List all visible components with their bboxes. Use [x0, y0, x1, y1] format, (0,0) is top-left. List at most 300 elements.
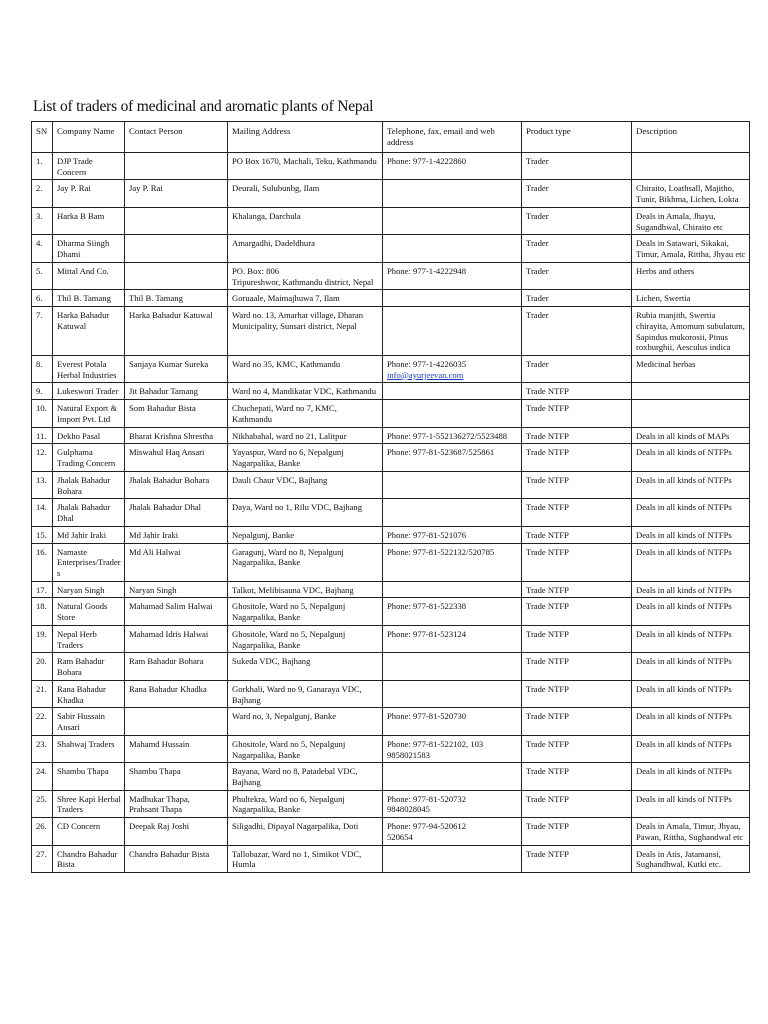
contact-person-text: Mahamd Hussain [129, 738, 190, 749]
contact-person-cell [125, 845, 228, 872]
product-type-text: Trade NTFP [526, 848, 569, 859]
product-type-cell [522, 207, 632, 234]
contact-person-cell [125, 526, 228, 543]
email-link[interactable]: info@ayurjeevan.com [387, 369, 464, 380]
contact-person-cell [125, 307, 228, 356]
sn-cell [32, 355, 53, 382]
header-product-type: Product type [522, 122, 632, 153]
product-type-text: Trade NTFP [526, 766, 569, 777]
sn-cell [32, 708, 53, 735]
company-name-cell [53, 427, 125, 444]
company-name-text: Shambu Thapa [57, 766, 109, 777]
table-row [32, 845, 750, 872]
sn-text: 26. [36, 821, 47, 832]
contact-person-cell [125, 653, 228, 680]
sn-text: 20. [36, 656, 47, 667]
contact-person-text: Deepak Raj Joshi [129, 821, 190, 832]
mailing-address-cell [228, 680, 383, 707]
mailing-address-cell [228, 763, 383, 790]
contact-person-text: Bharat Krishna Shrestha [129, 430, 214, 441]
product-type-text: Trade NTFP [526, 430, 569, 441]
description-text: Chiraito, Loathsall, Majitho, Tunir, Bikhma, Lichen, Lokta [636, 183, 739, 205]
contact-person-cell [125, 383, 228, 400]
description-cell [632, 680, 750, 707]
description-text: Deals in all kinds of NTFPs [636, 529, 732, 540]
company-name-text: Ram Bahadur Bohara [57, 656, 105, 678]
table-row [32, 543, 750, 581]
description-cell [632, 708, 750, 735]
mailing-address-cell [228, 735, 383, 762]
description-text: Deals in Atis, Jatamansi, Sughandhwal, Kutki etc. [636, 848, 721, 870]
mailing-address-text: Ward no 35, KMC, Kathmandu [232, 358, 341, 369]
company-name-cell [53, 262, 125, 289]
product-type-text: Trade NTFP [526, 584, 569, 595]
table-header-row [32, 122, 750, 153]
mailing-address-cell [228, 152, 383, 179]
product-type-cell [522, 735, 632, 762]
telephone-cell [383, 427, 522, 444]
company-name-cell [53, 383, 125, 400]
telephone-cell [383, 653, 522, 680]
mailing-address-text: Yayaspur, Ward no 6, Nepalgunj Nagarpalika, Banke [232, 447, 344, 469]
mailing-address-text: Talkot, Melibisauna VDC, Bajhang [232, 584, 354, 595]
mailing-address-text: Garagunj, Ward no 8, Nepalgunj Nagarpalika, Banke [232, 546, 344, 568]
telephone-cell [383, 526, 522, 543]
sn-text: 27. [36, 848, 47, 859]
description-text: Deals in all kinds of NTFPs [636, 447, 732, 458]
telephone-cell [383, 383, 522, 400]
description-text: Deals in Satawari, Sikakai, Timur, Amala, Rittha, Jhyau etc [636, 238, 746, 260]
mailing-address-text: Ward no. 13, Amarhat village, Dharan Municipality, Sunsari district, Nepal [232, 310, 364, 331]
product-type-cell [522, 598, 632, 625]
product-type-cell [522, 262, 632, 289]
description-text: Deals in all kinds of NTFPs [636, 738, 732, 749]
telephone-text: Phone: 977-81-523124 [387, 628, 467, 639]
table-row [32, 307, 750, 356]
contact-person-cell [125, 499, 228, 526]
table-row [32, 383, 750, 400]
company-name-cell [53, 180, 125, 207]
mailing-address-cell [228, 581, 383, 598]
table-row [32, 180, 750, 207]
sn-text: 8. [36, 358, 43, 369]
company-name-text: DJP Trade Concern [57, 155, 93, 177]
description-cell [632, 845, 750, 872]
product-type-cell [522, 625, 632, 652]
product-type-cell [522, 653, 632, 680]
company-name-text: Everest Potala Herbal Industries [57, 358, 117, 380]
contact-person-cell [125, 818, 228, 845]
mailing-address-text: Dauli Chaur VDC, Bajhang [232, 474, 328, 485]
product-type-text: Trade NTFP [526, 403, 569, 414]
table-row [32, 235, 750, 262]
table-row [32, 355, 750, 382]
company-name-text: Md Jahir Iraki [57, 529, 107, 540]
telephone-cell [383, 581, 522, 598]
traders-table [31, 121, 750, 873]
company-name-text: Naryan Singh [57, 584, 105, 595]
product-type-text: Trader [526, 155, 549, 166]
product-type-cell [522, 818, 632, 845]
telephone-cell [383, 763, 522, 790]
contact-person-text: Som Bahadur Bista [129, 403, 196, 414]
mailing-address-text: Goruaale, Maimajhuwa 7, Ilam [232, 293, 340, 304]
product-type-cell [522, 427, 632, 444]
company-name-cell [53, 845, 125, 872]
description-cell [632, 307, 750, 356]
contact-person-text: Jhalak Bahadur Bohara [129, 474, 210, 485]
product-type-cell [522, 290, 632, 307]
sn-cell [32, 262, 53, 289]
sn-cell [32, 845, 53, 872]
product-type-cell [522, 400, 632, 427]
description-cell [632, 152, 750, 179]
description-text: Deals in all kinds of NTFPs [636, 474, 732, 485]
company-name-cell [53, 152, 125, 179]
mailing-address-text: Sukeda VDC, Bajhang [232, 656, 311, 667]
telephone-cell [383, 235, 522, 262]
contact-person-text: Md Ali Halwai [129, 546, 181, 557]
sn-text: 22. [36, 711, 47, 722]
table-row [32, 653, 750, 680]
company-name-text: Lukeswori Trader [57, 386, 119, 397]
company-name-text: Nepal Herb Traders [57, 628, 97, 650]
company-name-cell [53, 307, 125, 356]
product-type-text: Trade NTFP [526, 656, 569, 667]
description-cell [632, 355, 750, 382]
telephone-text: Phone: 977-81-522102, 103 9858021583 [387, 738, 484, 760]
mailing-address-cell [228, 653, 383, 680]
telephone-text: Phone: 977-81-520732 9848028045 [387, 793, 467, 815]
company-name-text: Harka Bahadur Katuwal [57, 310, 110, 331]
company-name-text: Chandra Bahadur Bista [57, 848, 118, 870]
product-type-text: Trade NTFP [526, 502, 569, 513]
company-name-cell [53, 625, 125, 652]
sn-cell [32, 290, 53, 307]
company-name-cell [53, 499, 125, 526]
telephone-cell [383, 625, 522, 652]
company-name-text: Namaste Enterprises/Traders [57, 546, 121, 578]
telephone-text: Phone: 977-1-4226035 [387, 358, 467, 369]
sn-text: 10. [36, 403, 47, 414]
company-name-text: Thil B. Tamang [57, 293, 111, 304]
sn-cell [32, 680, 53, 707]
telephone-text: Phone: 977-81-523687/525861 [387, 447, 495, 458]
product-type-cell [522, 235, 632, 262]
mailing-address-text: Bayana, Ward no 8, Patadebal VDC, Bajhang [232, 766, 358, 788]
mailing-address-cell [228, 180, 383, 207]
header-company-name: Company Name [53, 122, 125, 153]
telephone-text: Phone: 977-81-521076 [387, 529, 467, 540]
mailing-address-cell [228, 427, 383, 444]
header-description: Description [632, 122, 750, 153]
product-type-text: Trader [526, 210, 549, 221]
contact-person-cell [125, 735, 228, 762]
header-telephone: Telephone, fax, email and web address [383, 122, 522, 153]
company-name-cell [53, 653, 125, 680]
sn-text: 13. [36, 474, 47, 485]
description-cell [632, 543, 750, 581]
product-type-cell [522, 307, 632, 356]
description-text: Deals in all kinds of MAPs [636, 430, 730, 441]
contact-person-text: Chandra Bahadur Bista [129, 848, 210, 859]
mailing-address-cell [228, 598, 383, 625]
description-text: Deals in all kinds of NTFPs [636, 584, 732, 595]
mailing-address-text: PO. Box: 806 Tripureshwor, Kathmandu district, Nepal [232, 265, 374, 287]
company-name-text: Natural Export & Import Pvt. Ltd [57, 403, 118, 424]
telephone-cell [383, 152, 522, 179]
contact-person-text: Jit Bahadur Tamang [129, 386, 198, 397]
company-name-cell [53, 708, 125, 735]
telephone-cell [383, 818, 522, 845]
product-type-cell [522, 680, 632, 707]
table-row [32, 400, 750, 427]
sn-text: 15. [36, 529, 47, 540]
telephone-cell [383, 207, 522, 234]
sn-text: 17. [36, 584, 47, 595]
sn-text: 12. [36, 447, 47, 458]
mailing-address-cell [228, 543, 383, 581]
mailing-address-text: Ghositole, Ward no 5, Nepalgunj Nagarpalika, Banke [232, 628, 346, 650]
telephone-cell [383, 400, 522, 427]
description-text: Deals in all kinds of NTFPs [636, 601, 732, 612]
mailing-address-cell [228, 444, 383, 471]
company-name-cell [53, 790, 125, 817]
product-type-text: Trade NTFP [526, 793, 569, 804]
sn-text: 18. [36, 601, 47, 612]
product-type-text: Trader [526, 358, 549, 369]
mailing-address-cell [228, 790, 383, 817]
description-cell [632, 427, 750, 444]
sn-cell [32, 207, 53, 234]
company-name-cell [53, 207, 125, 234]
sn-text: 19. [36, 628, 47, 639]
mailing-address-cell [228, 307, 383, 356]
telephone-text: Phone: 977-81-520730 [387, 711, 467, 722]
description-cell [632, 207, 750, 234]
company-name-text: Dekho Pasal [57, 430, 101, 441]
contact-person-cell [125, 180, 228, 207]
mailing-address-text: Phultekra, Ward no 6, Nepalgunj Nagarpalika, Banke [232, 793, 345, 815]
company-name-cell [53, 598, 125, 625]
telephone-cell [383, 543, 522, 581]
company-name-text: Jhalak Bahadur Dhal [57, 502, 111, 524]
mailing-address-text: Nikhabahal, ward no 21, Lalitpur [232, 430, 347, 441]
mailing-address-text: Khalanga, Darchula [232, 210, 301, 221]
table-row [32, 625, 750, 652]
contact-person-text: Rana Bahadur Khadka [129, 683, 207, 694]
mailing-address-cell [228, 262, 383, 289]
company-name-text: Rana Bahadur Khadka [57, 683, 106, 705]
product-type-cell [522, 543, 632, 581]
description-cell [632, 818, 750, 845]
company-name-text: Dharma Siingh Dhami [57, 238, 110, 260]
product-type-text: Trade NTFP [526, 601, 569, 612]
contact-person-cell [125, 790, 228, 817]
sn-cell [32, 444, 53, 471]
description-cell [632, 180, 750, 207]
mailing-address-cell [228, 235, 383, 262]
table-row [32, 735, 750, 762]
description-cell [632, 499, 750, 526]
product-type-text: Trade NTFP [526, 738, 569, 749]
contact-person-cell [125, 427, 228, 444]
product-type-cell [522, 471, 632, 498]
contact-person-cell [125, 152, 228, 179]
table-row [32, 581, 750, 598]
description-cell [632, 763, 750, 790]
mailing-address-text: Siligadhi, Dipayal Nagarpalika, Doti [232, 821, 359, 832]
company-name-cell [53, 818, 125, 845]
product-type-text: Trade NTFP [526, 546, 569, 557]
sn-text: 21. [36, 683, 47, 694]
mailing-address-cell [228, 383, 383, 400]
company-name-text: CD Concern [57, 821, 101, 832]
mailing-address-text: Chuchepati, Ward no 7, KMC, Kathmandu [232, 403, 337, 424]
product-type-cell [522, 180, 632, 207]
contact-person-cell [125, 471, 228, 498]
company-name-text: Jay P. Rai [57, 183, 91, 194]
company-name-cell [53, 471, 125, 498]
contact-person-cell [125, 235, 228, 262]
description-text: Medicinal herbas [636, 358, 696, 369]
sn-cell [32, 735, 53, 762]
sn-cell [32, 307, 53, 356]
sn-cell [32, 763, 53, 790]
sn-cell [32, 471, 53, 498]
sn-text: 1. [36, 155, 43, 166]
product-type-text: Trade NTFP [526, 474, 569, 485]
telephone-cell [383, 471, 522, 498]
description-text: Deals in all kinds of NTFPs [636, 628, 732, 639]
mailing-address-text: Amargadhi, Dadeldhura [232, 238, 315, 249]
sn-cell [32, 653, 53, 680]
telephone-cell [383, 598, 522, 625]
description-text: Deals in all kinds of NTFPs [636, 711, 732, 722]
product-type-cell [522, 708, 632, 735]
sn-cell [32, 180, 53, 207]
company-name-cell [53, 763, 125, 790]
company-name-cell [53, 543, 125, 581]
company-name-cell [53, 735, 125, 762]
company-name-text: Natural Goods Store [57, 601, 108, 623]
product-type-cell [522, 383, 632, 400]
contact-person-cell [125, 207, 228, 234]
contact-person-text: Sanjaya Kumar Sureka [129, 358, 209, 369]
description-text: Deals in all kinds of NTFPs [636, 656, 732, 667]
contact-person-text: Mahamad Salim Halwai [129, 601, 213, 612]
product-type-text: Trade NTFP [526, 529, 569, 540]
description-cell [632, 625, 750, 652]
table-row [32, 598, 750, 625]
company-name-text: Jhalak Bahadur Bohara [57, 474, 111, 496]
description-cell [632, 290, 750, 307]
header-contact-person: Contact Person [125, 122, 228, 153]
description-text: Lichen, Swertia [636, 293, 691, 304]
product-type-text: Trader [526, 265, 549, 276]
company-name-text: Sabir Hussain Ansari [57, 711, 105, 733]
table-row [32, 708, 750, 735]
description-text: Herbs and others [636, 265, 695, 276]
sn-cell [32, 543, 53, 581]
contact-person-cell [125, 581, 228, 598]
company-name-cell [53, 581, 125, 598]
company-name-cell [53, 235, 125, 262]
mailing-address-cell [228, 818, 383, 845]
sn-cell [32, 790, 53, 817]
table-row [32, 152, 750, 179]
mailing-address-cell [228, 708, 383, 735]
table-row [32, 207, 750, 234]
telephone-text: Phone: 977-81-522132/520785 [387, 546, 495, 557]
company-name-cell [53, 400, 125, 427]
contact-person-cell [125, 598, 228, 625]
mailing-address-text: Ward no 4, Mandikatar VDC, Kathmandu [232, 386, 377, 397]
mailing-address-text: Daya, Ward no 1, Rilu VDC, Bajhang [232, 502, 363, 513]
product-type-cell [522, 499, 632, 526]
company-name-cell [53, 355, 125, 382]
sn-text: 5. [36, 265, 43, 276]
contact-person-cell [125, 355, 228, 382]
sn-text: 24. [36, 766, 47, 777]
mailing-address-text: Tallobazar, Ward no 1, Simikot VDC, Humla [232, 848, 362, 870]
telephone-cell [383, 845, 522, 872]
contact-person-cell [125, 262, 228, 289]
table-row [32, 290, 750, 307]
description-text: Deals in all kinds of NTFPs [636, 502, 732, 513]
description-cell [632, 235, 750, 262]
company-name-text: Mittal And Co. [57, 265, 109, 276]
mailing-address-cell [228, 499, 383, 526]
product-type-text: Trade NTFP [526, 447, 569, 458]
contact-person-cell [125, 763, 228, 790]
telephone-text: Phone: 977-1-4222948 [387, 265, 467, 276]
contact-person-text: Miswahul Haq Ansari [129, 447, 205, 458]
company-name-text: Gulphama Trading Concern [57, 447, 116, 469]
contact-person-cell [125, 543, 228, 581]
telephone-text: Phone: 977-94-520612 520654 [387, 821, 467, 842]
telephone-text: Phone: 977-1-4222860 [387, 155, 467, 166]
contact-person-cell [125, 625, 228, 652]
description-cell [632, 790, 750, 817]
contact-person-text: Naryan Singh [129, 584, 177, 595]
product-type-text: Trader [526, 183, 549, 194]
product-type-cell [522, 355, 632, 382]
sn-cell [32, 235, 53, 262]
contact-person-text: Jay P. Rai [129, 183, 163, 194]
description-cell [632, 735, 750, 762]
sn-text: 2. [36, 183, 43, 194]
sn-text: 25. [36, 793, 47, 804]
product-type-cell [522, 526, 632, 543]
sn-text: 6. [36, 293, 43, 304]
sn-cell [32, 625, 53, 652]
product-type-text: Trader [526, 238, 549, 249]
mailing-address-cell [228, 845, 383, 872]
company-name-text: Shree Kapi Herbal Traders [57, 793, 121, 815]
description-cell [632, 653, 750, 680]
sn-cell [32, 598, 53, 625]
telephone-cell [383, 708, 522, 735]
contact-person-text: Ram Bahadur Bohara [129, 656, 204, 667]
table-row [32, 471, 750, 498]
description-text: Deals in all kinds of NTFPs [636, 766, 732, 777]
sn-cell [32, 526, 53, 543]
description-cell [632, 471, 750, 498]
telephone-cell [383, 680, 522, 707]
document-title: List of traders of medicinal and aromatic plants of Nepal [33, 98, 374, 115]
telephone-text: Phone: 977-81-522338 [387, 601, 467, 612]
